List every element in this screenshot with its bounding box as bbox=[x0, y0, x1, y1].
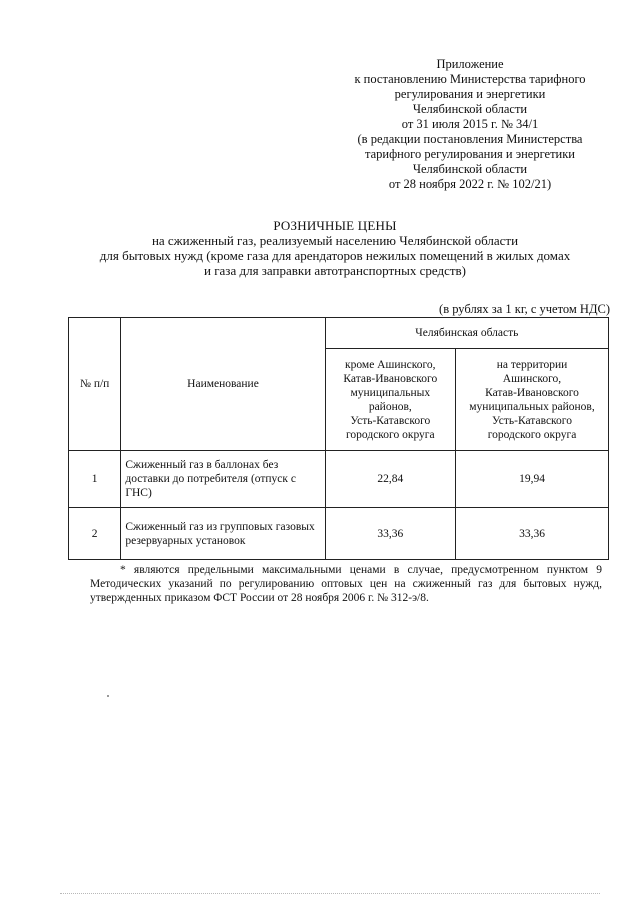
row-price-b: 19,94 bbox=[456, 451, 609, 508]
scan-bottom-artifact bbox=[60, 893, 600, 896]
appendix-header bbox=[330, 57, 610, 192]
header-col-a-line: районов, bbox=[368, 400, 412, 413]
header-col-b-line: на территории bbox=[496, 358, 568, 371]
price-table bbox=[68, 317, 609, 560]
footnote bbox=[90, 563, 602, 605]
row-num: 1 bbox=[69, 451, 121, 508]
row-price-a: 22,84 bbox=[325, 451, 455, 508]
title-sub-line: на сжиженный газ, реализуемый населению Челябинской области bbox=[151, 233, 519, 248]
scan-speck bbox=[107, 695, 109, 697]
footnote-text: * являются предельными максимальными ценами в случае, предусмотренном пунктом 9 Методических указаний по регулированию оптовых цен на сжиженный газ для бытовых нужд, утвержденных приказом ФСТ России от 28 ноября 2006 г. № 312-э/8. bbox=[90, 564, 602, 604]
row-price-b: 33,36 bbox=[456, 508, 609, 560]
header-col-b-line: городского округа bbox=[487, 428, 577, 441]
header-col-b-line: муниципальных районов, bbox=[469, 400, 595, 413]
appendix-line: тарифного регулирования и энергетики bbox=[364, 147, 576, 161]
header-col-b bbox=[456, 349, 609, 451]
table-row bbox=[69, 508, 609, 560]
appendix-line: Челябинской области bbox=[412, 162, 528, 176]
table-row bbox=[69, 451, 609, 508]
header-col-a bbox=[325, 349, 455, 451]
row-name: Сжиженный газ в баллонах без доставки до потребителя (отпуск с ГНС) bbox=[121, 451, 325, 508]
header-col-b-line: Ашинского, bbox=[502, 372, 562, 385]
header-col-a-line: городского округа bbox=[346, 428, 435, 441]
appendix-line: Челябинской области bbox=[412, 102, 528, 116]
appendix-line: от 31 июля 2015 г. № 34/1 bbox=[401, 117, 539, 131]
appendix-line: к постановлению Министерства тарифного bbox=[354, 72, 586, 86]
header-col-b-line: Катав-Ивановского bbox=[485, 386, 579, 399]
header-name: Наименование bbox=[121, 318, 325, 451]
title-sub-line: для бытовых нужд (кроме газа для арендаторов нежилых помещений в жилых домах bbox=[99, 248, 571, 263]
header-col-a-line: Катав-Ивановского bbox=[343, 372, 438, 385]
units-note: (в рублях за 1 кг, с учетом НДС) bbox=[439, 302, 610, 316]
appendix-line: (в редакции постановления Министерства bbox=[357, 132, 583, 146]
appendix-line: регулирования и энергетики bbox=[394, 87, 546, 101]
document-title bbox=[60, 218, 610, 278]
header-col-b-line: Усть-Катавского bbox=[492, 414, 572, 427]
appendix-line: Приложение bbox=[436, 57, 504, 71]
header-col-a-line: Усть-Катавского bbox=[350, 414, 431, 427]
row-name: Сжиженный газ из групповых газовых резервуарных установок bbox=[121, 508, 325, 560]
appendix-line: от 28 ноября 2022 г. № 102/21) bbox=[388, 177, 552, 191]
header-col-a-line: кроме Ашинского, bbox=[345, 358, 436, 371]
table-header-row bbox=[69, 318, 609, 349]
title-main: РОЗНИЧНЫЕ ЦЕНЫ bbox=[273, 218, 397, 233]
header-region: Челябинская область bbox=[325, 318, 608, 349]
row-price-a: 33,36 bbox=[325, 508, 455, 560]
row-num: 2 bbox=[69, 508, 121, 560]
header-num: № п/п bbox=[69, 318, 121, 451]
title-sub-line: и газа для заправки автотранспортных средств) bbox=[204, 263, 466, 278]
header-col-a-line: муниципальных bbox=[350, 386, 431, 399]
